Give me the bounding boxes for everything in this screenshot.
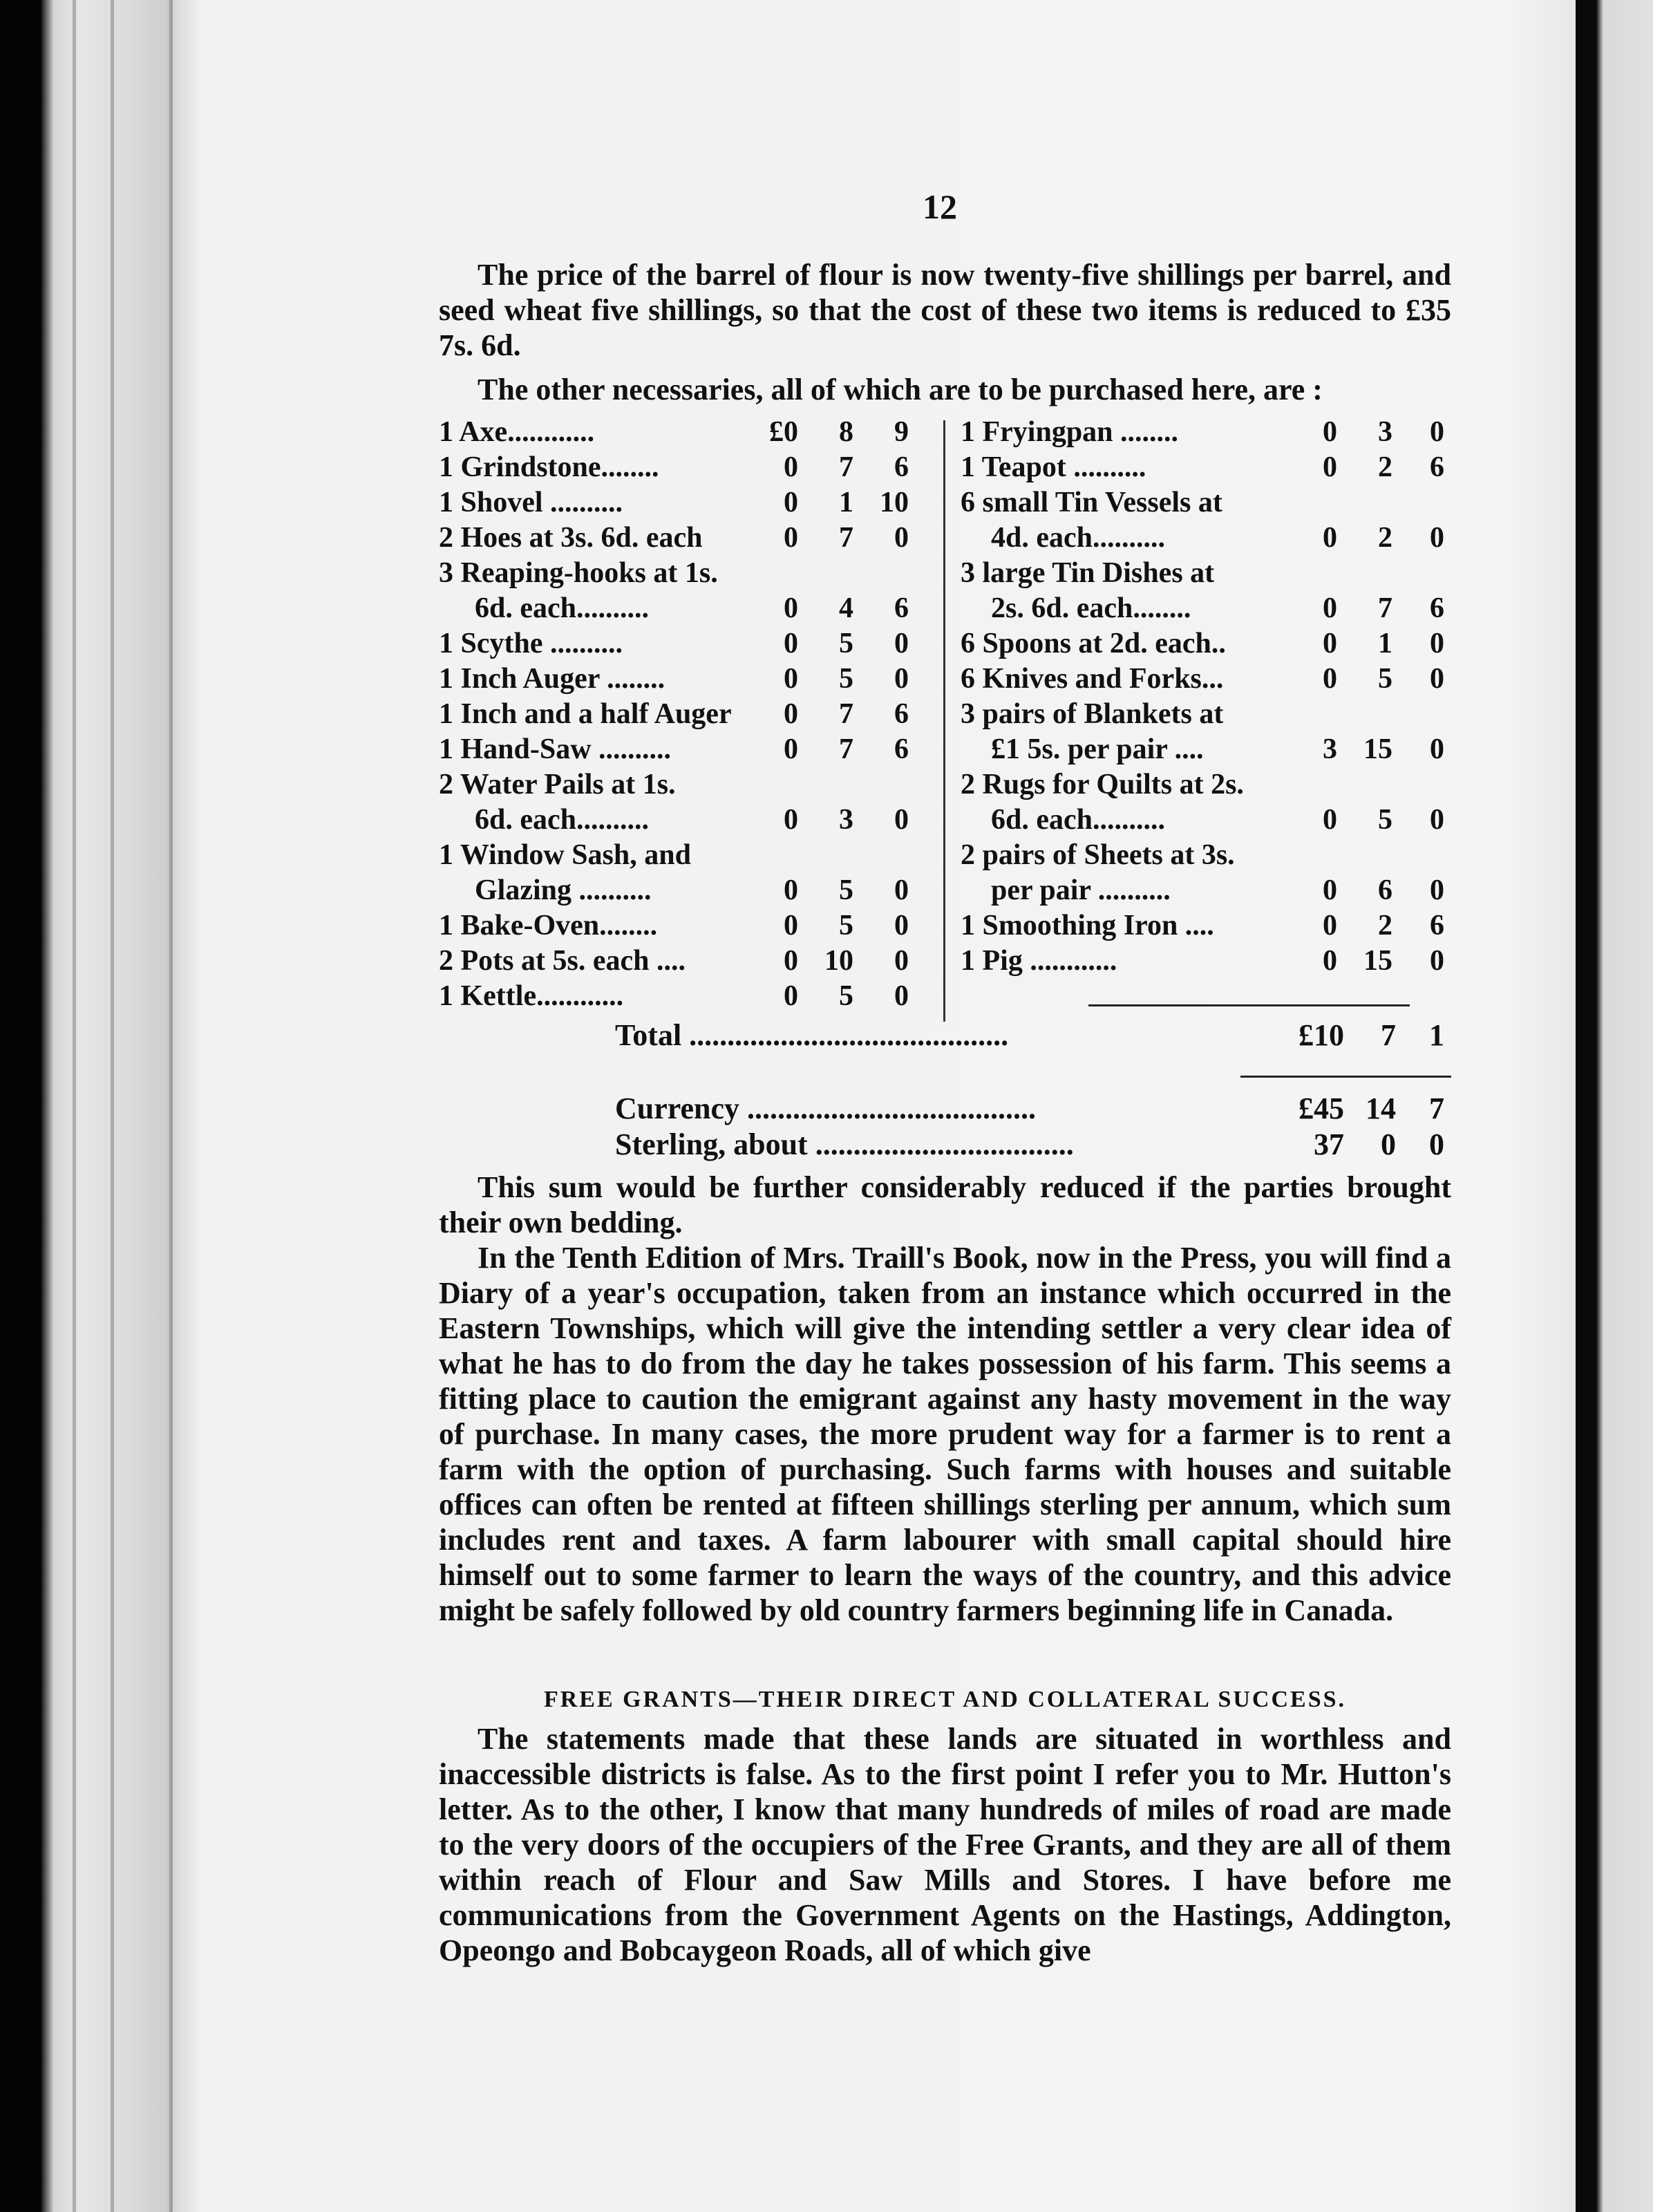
ledger-row [961, 450, 1451, 485]
ledger-row [439, 415, 923, 450]
ledger-row [439, 767, 923, 803]
ledger-item-label: 1 Bake-Oven........ [439, 910, 658, 941]
ledger-pounds: 0 [1323, 592, 1337, 624]
ledger-item-label: 6 Spoons at 2d. each.. [961, 628, 1226, 659]
ledger-item-label: 2s. 6d. each........ [991, 592, 1191, 624]
ledger-shillings: 2 [1378, 451, 1392, 483]
ledger-pounds: 0 [1323, 663, 1337, 695]
ledger-item-label: 6 small Tin Vessels at [961, 487, 1222, 518]
ledger-shillings: 7 [839, 522, 853, 554]
ledger-pounds: 0 [784, 733, 798, 765]
ledger-pounds: 0 [784, 663, 798, 695]
ledger-shillings: 1 [1378, 628, 1392, 659]
sterling-label: Sterling, about .................................. [615, 1127, 1074, 1161]
ledger-row [439, 662, 923, 697]
total-pence: 1 [1429, 1018, 1444, 1052]
ledger-item-label: 1 Inch and a half Auger [439, 698, 732, 730]
ledger-pence: 0 [894, 980, 909, 1012]
ledger-item-label: per pair .......... [991, 874, 1171, 906]
ledger-item-label: 6d. each.......... [475, 592, 649, 624]
left-ledger-column [439, 415, 923, 1014]
ledger-row [439, 521, 923, 556]
ledger-shillings: 2 [1378, 910, 1392, 941]
ledger-pence: 0 [1430, 628, 1444, 659]
ledger-pence: 6 [894, 698, 909, 730]
ledger-pence: 0 [1430, 416, 1444, 448]
ledger-shillings: 7 [839, 698, 853, 730]
ledger-row [439, 450, 923, 485]
ledger-item-label: 1 Fryingpan ........ [961, 416, 1179, 448]
currency-pounds: £45 [1298, 1091, 1344, 1125]
ledger-pounds: 0 [1323, 451, 1337, 483]
ledger-item-label: 2 Water Pails at 1s. [439, 769, 676, 800]
ledger-shillings: 15 [1363, 945, 1392, 977]
ledger-shillings: 4 [839, 592, 853, 624]
ledger-item-label: 1 Shovel .......... [439, 487, 623, 518]
ledger-item-label: 1 Inch Auger ........ [439, 663, 665, 695]
ledger-pence: 10 [880, 487, 909, 518]
ledger-item-label: £1 5s. per pair .... [991, 733, 1204, 765]
scan-border-left [0, 0, 41, 2212]
section-heading: FREE GRANTS—THEIR DIRECT AND COLLATERAL SUCCESS. [543, 1687, 1347, 1712]
ledger-pence: 0 [894, 874, 909, 906]
ledger-pounds: 0 [1323, 628, 1337, 659]
ledger-pounds: 0 [784, 628, 798, 659]
ledger-item-label: 4d. each.......... [991, 522, 1165, 554]
ledger-shillings: 1 [839, 487, 853, 518]
ledger-row [439, 979, 923, 1014]
ledger-item-label: 2 pairs of Sheets at 3s. [961, 839, 1235, 871]
ledger-pounds: 0 [784, 487, 798, 518]
ledger-row [961, 521, 1451, 556]
ledger-pounds: 0 [784, 698, 798, 730]
page-number: 12 [923, 187, 957, 226]
ledger-row [439, 838, 923, 873]
page-fold-strip [41, 0, 173, 2212]
ledger-row [961, 591, 1451, 626]
ledger-row [961, 803, 1451, 838]
ledger-row [961, 415, 1451, 450]
ledger-row [961, 485, 1451, 521]
ledger-row [961, 697, 1451, 732]
ledger-item-label: 1 Pig ............ [961, 945, 1117, 977]
ledger-item-label: 6 Knives and Forks... [961, 663, 1224, 695]
traill-paragraph: In the Tenth Edition of Mrs. Traill's Book, now in the Press, you will find a Diary of a year's occupation, taken from an instance which occurred in the Eastern Townships, which will give the intending settler a very clear idea of what he has to do from the day he takes possession of his farm. This seems a fitting place to caution the emigrant against any hasty movement in the way of purchase. In many cases, the more prudent way for a farmer is to rent a farm with the option of purchasing. Such farms with houses and suitable offices can often be rented at fifteen shillings sterling per annum, which sum includes rent and taxes. A farm labourer with small capital should hire himself out to some farmer to learn the ways of the country, and this advice might be safely followed by old country farmers beginning life in Canada. [439, 1241, 1451, 1627]
column-divider [943, 420, 945, 1022]
sterling-shillings: 0 [1381, 1127, 1396, 1161]
ledger-pence: 6 [894, 592, 909, 624]
ledger-pounds: 0 [784, 910, 798, 941]
ledger-item-label: 6d. each.......... [991, 804, 1165, 836]
scan-border-right [1576, 0, 1653, 2212]
currency-shillings: 14 [1366, 1091, 1396, 1125]
ledger-item-label: 2 Pots at 5s. each .... [439, 945, 686, 977]
ledger-row [961, 908, 1451, 944]
ledger-pence: 0 [1430, 733, 1444, 765]
ledger-shillings: 5 [1378, 804, 1392, 836]
ledger-shillings: 5 [839, 663, 853, 695]
ledger-pounds: 0 [1323, 522, 1337, 554]
ledger-pence: 0 [894, 663, 909, 695]
ledger-item-label: 3 Reaping-hooks at 1s. [439, 557, 718, 589]
ledger-row [439, 626, 923, 662]
ledger-pounds: 0 [1323, 804, 1337, 836]
ledger-pounds: 0 [1323, 416, 1337, 448]
ledger-row [439, 803, 923, 838]
ledger-shillings: 5 [839, 980, 853, 1012]
ledger-shillings: 3 [1378, 416, 1392, 448]
ledger-shillings: 15 [1363, 733, 1392, 765]
ledger-shillings: 6 [1378, 874, 1392, 906]
ledger-shillings: 5 [839, 628, 853, 659]
ledger-pounds: 0 [784, 522, 798, 554]
ledger-pence: 0 [894, 522, 909, 554]
ledger-pounds: 3 [1323, 733, 1337, 765]
ledger-pence: 0 [1430, 804, 1444, 836]
ledger-pence: 0 [894, 804, 909, 836]
fold-line [73, 0, 76, 2212]
ledger-pence: 6 [1430, 592, 1444, 624]
ledger-item-label: 1 Window Sash, and [439, 839, 691, 871]
ledger-item-label: 1 Kettle............ [439, 980, 624, 1012]
ledger-pence: 6 [1430, 451, 1444, 483]
ledger-pence: 0 [894, 945, 909, 977]
ledger-pounds: 0 [1323, 874, 1337, 906]
ledger-pounds: 0 [1323, 945, 1337, 977]
ledger-row [961, 662, 1451, 697]
ledger-row [961, 873, 1451, 908]
ledger-row [439, 485, 923, 521]
ledger-item-label: 1 Teapot .......... [961, 451, 1146, 483]
ledger-pounds: 0 [784, 592, 798, 624]
currency-pence: 7 [1429, 1091, 1444, 1125]
ledger-pence: 9 [894, 416, 909, 448]
ledger-row [439, 732, 923, 767]
ledger-pence: 0 [1430, 522, 1444, 554]
ledger-item-label: 2 Rugs for Quilts at 2s. [961, 769, 1244, 800]
ledger-item-label: Glazing .......... [475, 874, 652, 906]
ledger-shillings: 7 [839, 451, 853, 483]
ledger-pence: 0 [1430, 874, 1444, 906]
right-ledger-column [961, 415, 1451, 979]
free-grants-paragraph: The statements made that these lands are situated in worthless and inaccessible districts is false. As to the first point I refer you to Mr. Hutton's letter. As to the other, I know that many hundreds of miles of road are made to the very doors of the occupiers of the Free Grants, and they are all of them within reach of Flour and Saw Mills and Stores. I have before me communications from the Government Agents on the Hastings, Addington, Opeongo and Bobcaygeon Roads, all of which give [439, 1722, 1451, 1967]
ledger-pence: 6 [894, 451, 909, 483]
ledger-row [961, 556, 1451, 591]
ledger-item-label: 1 Smoothing Iron .... [961, 910, 1214, 941]
total-pounds: £10 [1298, 1018, 1344, 1052]
ledger-row [439, 873, 923, 908]
ledger-pence: 0 [894, 910, 909, 941]
ledger-pence: 6 [1430, 910, 1444, 941]
currency-label: Currency ...................................... [615, 1091, 1037, 1125]
total-shillings: 7 [1381, 1018, 1396, 1052]
ledger-shillings: 8 [839, 416, 853, 448]
ledger-shillings: 2 [1378, 522, 1392, 554]
ledger-row [439, 591, 923, 626]
ledger-row [961, 944, 1451, 979]
total-label: Total .......................................... [615, 1018, 1009, 1052]
fold-line [111, 0, 114, 2212]
ledger-pounds: 0 [784, 874, 798, 906]
ledger-row [439, 944, 923, 979]
ledger-shillings: 5 [839, 874, 853, 906]
ledger-shillings: 5 [839, 910, 853, 941]
sterling-pence: 0 [1429, 1127, 1444, 1161]
ledger-pence: 0 [1430, 663, 1444, 695]
ledger-item-label: 3 large Tin Dishes at [961, 557, 1215, 589]
bedding-paragraph: This sum would be further considerably reduced if the parties brought their own bedding. [439, 1170, 1451, 1239]
ledger-shillings: 10 [824, 945, 853, 977]
ledger-row [439, 697, 923, 732]
ledger-item-label: 2 Hoes at 3s. 6d. each [439, 522, 703, 554]
ledger-shillings: 5 [1378, 663, 1392, 695]
ledger-pounds: £0 [769, 416, 798, 448]
ledger-item-label: 3 pairs of Blankets at [961, 698, 1224, 730]
ledger-item-label: 6d. each.......... [475, 804, 649, 836]
ledger-row [961, 626, 1451, 662]
necessaries-intro: The other necessaries, all of which are to be purchased here, are : [478, 373, 1323, 406]
ledger-item-label: 1 Scythe .......... [439, 628, 623, 659]
ledger-shillings: 7 [839, 733, 853, 765]
ledger-pence: 0 [894, 628, 909, 659]
ledger-shillings: 3 [839, 804, 853, 836]
ledger-pounds: 0 [784, 980, 798, 1012]
total-rule [1088, 1004, 1410, 1006]
ledger-row [961, 838, 1451, 873]
ledger-pounds: 0 [784, 451, 798, 483]
ledger-pounds: 0 [1323, 910, 1337, 941]
intro-paragraph: The price of the barrel of flour is now twenty-five shillings per barrel, and seed wheat five shillings, so that the cost of these two items is reduced to £35 7s. 6d. [439, 258, 1451, 362]
ledger-pence: 6 [894, 733, 909, 765]
currency-rule [1240, 1076, 1451, 1078]
ledger-item-label: 1 Hand-Saw .......... [439, 733, 672, 765]
ledger-pounds: 0 [784, 945, 798, 977]
ledger-pence: 0 [1430, 945, 1444, 977]
sterling-pounds: 37 [1314, 1127, 1344, 1161]
ledger-item-label: 1 Grindstone........ [439, 451, 659, 483]
ledger-row [961, 767, 1451, 803]
ledger-row [439, 908, 923, 944]
ledger-row [961, 732, 1451, 767]
ledger-pounds: 0 [784, 804, 798, 836]
ledger-shillings: 7 [1378, 592, 1392, 624]
ledger-row [439, 556, 923, 591]
ledger-item-label: 1 Axe............ [439, 416, 595, 448]
